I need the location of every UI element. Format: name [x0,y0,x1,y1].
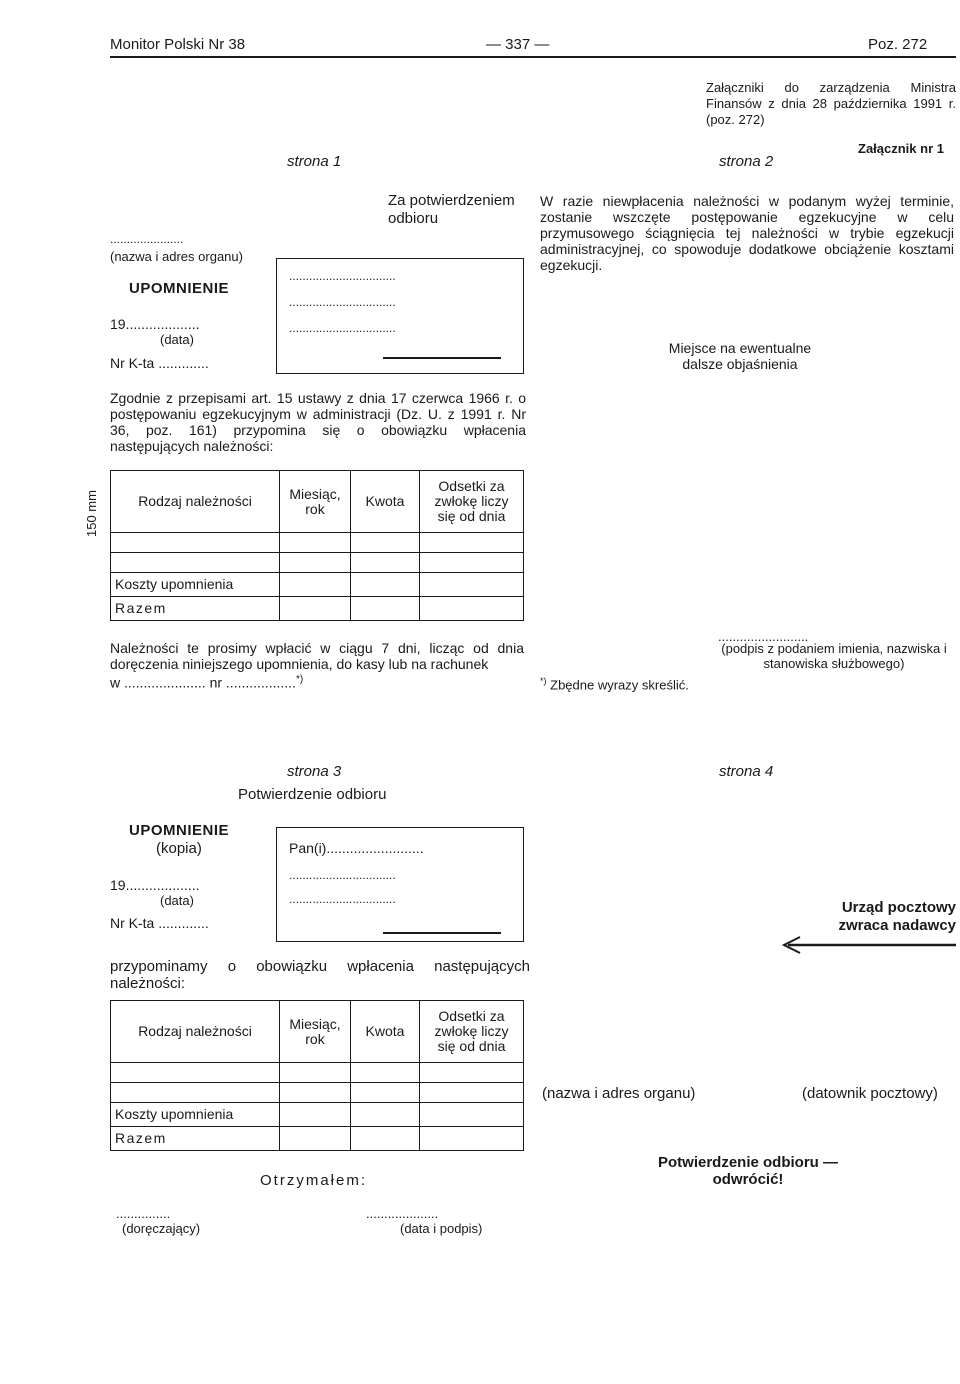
deliverer-label: (doręczający) [122,1221,201,1236]
footnote-text: Zbędne wyrazy skreślić. [550,677,689,693]
copy-col-header-amount: Kwota [351,1001,420,1063]
copy-dues-table [110,1000,524,1151]
address-underline [383,357,501,359]
table-row [111,553,524,573]
copy-col-header-month: Miesiąc, rok [280,1001,351,1063]
table-row [111,533,524,553]
dimension-label: 150 mm [84,490,99,537]
address-box [276,258,524,374]
deliverer-dots: ............... [116,1206,171,1221]
page4-org-label: (nazwa i adres organu) [542,1085,696,1102]
copy-heading: UPOMNIENIE [129,822,230,839]
date-sign-dots: .................... [366,1206,439,1221]
explanations-placeholder: Miejsce na ewentualne dalsze objaśnienia [668,340,812,372]
page3-subtitle: Potwierdzenie odbioru [238,786,387,803]
recipient-line: Pan(i)......................... [289,840,424,856]
copy-reminder-text: przypominamy o obowiązku wpłacenia następujących należności: [110,958,530,992]
return-instruction: Potwierdzenie odbioru — odwrócić! [657,1154,838,1188]
col-header-interest: Odsetki za zwłokę liczy się od dnia [420,471,524,533]
document-heading: UPOMNIENIE [129,280,230,297]
legal-basis-text: Zgodnie z przepisami art. 15 ustawy z dnia 17 czerwca 1966 r. o postępowaniu egzekucyjnym w administracji (Dz. U. z 1991 r. Nr 36, poz. 161) przypomina się o obowiązku wpłacenia następujących należności: [110,390,526,454]
publication-title: Monitor Polski Nr 38 [110,36,246,53]
payment-instruction: Należności te prosimy wpłacić w ciągu 7 dni, licząc od dnia doręczenia niniejszego upomnienia, do kasy lub na rachunek [110,640,524,672]
date-sign-label: (data i podpis) [400,1221,483,1236]
payment-account-line [110,674,303,691]
attachments-note: Załączniki do zarządzenia Ministra Finansów z dnia 28 października 1991 r. (poz. 272) [706,80,956,127]
copy-address-box [276,827,524,942]
postmark-label: (datownik pocztowy) [802,1085,938,1102]
col-header-month: Miesiąc, rok [280,471,351,533]
account-number-line: Nr K-ta ............. [110,355,209,371]
address-dots-2: ................................ [289,295,396,309]
copy-address-underline [383,932,501,934]
org-label: (nazwa i adres organu) [110,249,243,264]
copy-costs-row-label: Koszty upomnienia [111,1103,280,1127]
footnote-mark-2: *) [540,676,547,686]
costs-row-label: Koszty upomnienia [111,573,280,597]
copy-label: (kopia) [156,840,202,857]
page4-title: strona 4 [719,763,774,780]
attachment-label: Załącznik nr 1 [858,141,944,156]
account-line-text: w ..................... nr .................. [110,674,296,691]
date-line: 19................... [110,316,200,332]
total-row-label: Razem [111,597,280,621]
enforcement-warning: W razie niewpłacenia należności w podanym wyżej terminie, zostanie wszczęte postępowanie egzekucyjne w celu przymusowego ściągnięcia tej należności w trybie egzekucji administracyjnej, co spowoduje dodatkowe obciążenie kosztami egzekucji. [540,193,954,273]
copy-account-line: Nr K-ta ............. [110,915,209,931]
post-office-note: Urząd pocztowy zwraca nadawcy [838,899,956,934]
return-arrow-icon [780,936,956,954]
col-header-type: Rodzaj należności [111,471,280,533]
table-row [111,1083,524,1103]
received-label: Otrzymałem: [260,1172,368,1189]
page1-title: strona 1 [287,153,342,170]
copy-total-row-label: Razem [111,1127,280,1151]
copy-dots-2: ................................ [289,892,396,906]
table-row [111,1063,524,1083]
header-rule [110,56,956,58]
page3-title: strona 3 [287,763,342,780]
copy-col-header-type: Rodzaj należności [111,1001,280,1063]
col-header-amount: Kwota [351,471,420,533]
position-number: Poz. 272 [868,36,928,53]
copy-dots-1: ................................ [289,868,396,882]
copy-date-label: (data) [160,893,194,908]
org-dots: ...................... [110,232,184,246]
signature-label: (podpis z podaniem imienia, nazwiska i stanowiska służbowego) [721,641,947,671]
address-dots-1: ................................ [289,269,396,283]
footnote [540,676,689,692]
copy-col-header-interest: Odsetki za zwłokę liczy się od dnia [420,1001,524,1063]
page-number: — 337 — [486,36,550,53]
dues-table [110,470,524,621]
address-dots-3: ................................ [289,321,396,335]
copy-date-line: 19................... [110,877,200,893]
date-label: (data) [160,332,194,347]
signature-dots: ......................... [718,629,809,644]
footnote-mark: *) [295,674,304,685]
receipt-confirmation-title: Za potwierdzeniem odbioru [388,192,515,227]
page2-title: strona 2 [719,153,774,170]
